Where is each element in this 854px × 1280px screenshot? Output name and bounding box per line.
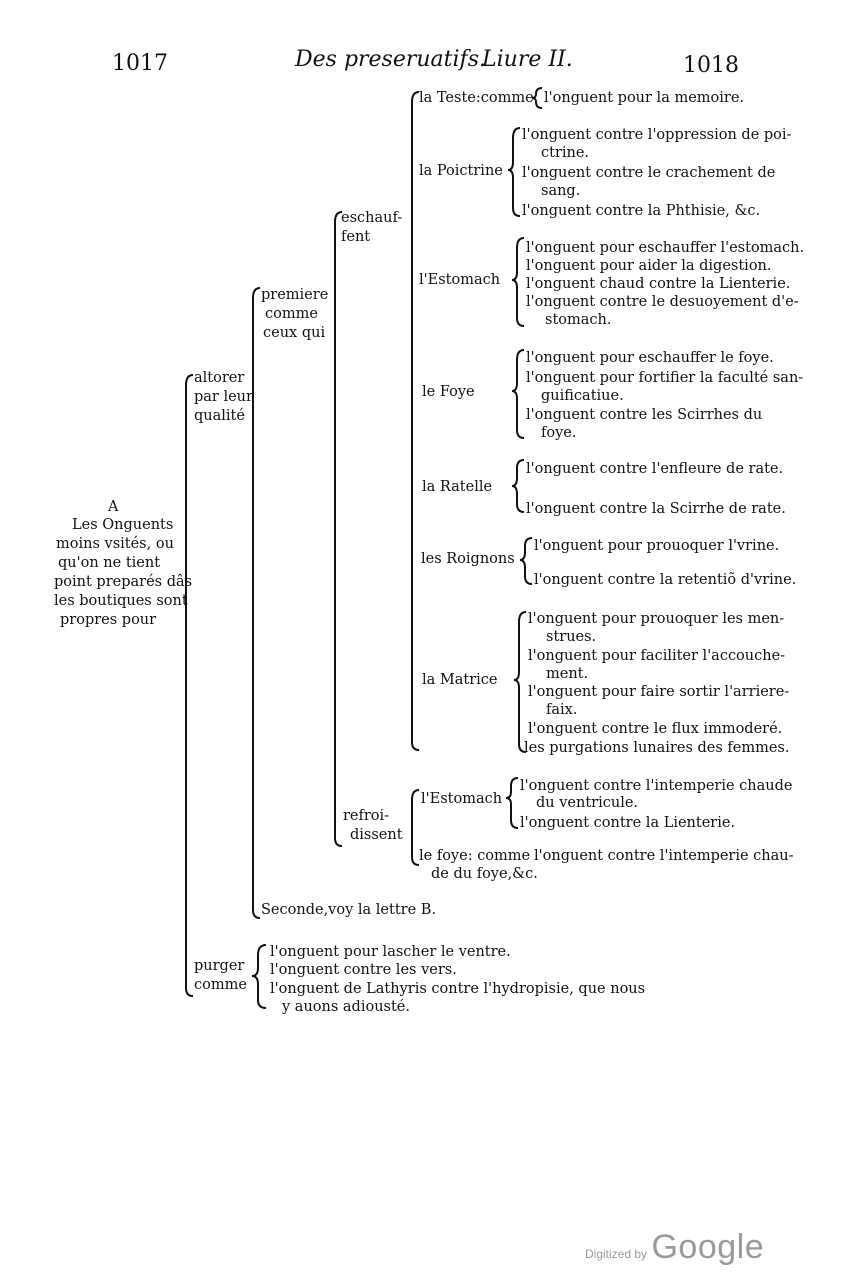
organ-foye: le Foye [422,384,475,400]
remedy-line: l'onguent contre l'intemperie chaude [520,778,793,794]
organ-estomach-froid: l'Estomach [421,791,503,807]
organ-poictrine: la Poictrine [419,163,503,179]
digitized-watermark [585,1228,764,1267]
refroidissent-label: refroi- [343,808,390,824]
remedy-line: guificatiue. [541,388,624,404]
root-line: les boutiques sont [54,593,188,609]
running-title: Des preseruatifs. [295,47,486,72]
bracket-altorer [253,288,260,918]
remedy-line: l'onguent contre l'oppression de poi- [522,127,792,143]
brace-ratelle [512,460,524,512]
remedy-line: ment. [546,666,589,682]
root-line: moins vsités, ou [56,536,174,552]
altorer-label: par leur [194,389,253,405]
remedy-line: l'onguent pour eschauffer l'estomach. [526,240,805,256]
organ-roignons: les Roignons [421,551,515,567]
remedy-line: du ventricule. [536,795,639,811]
root-line: qu'on ne tient [58,555,161,571]
brace-poictrine [508,128,520,216]
organ-teste: la Teste:comme [419,90,534,106]
remedy-line: strues. [546,629,597,645]
remedy-line: l'onguent de Lathyris contre l'hydropisie, que nous [270,981,646,997]
organ-ratelle: la Ratelle [422,479,493,495]
watermark-prefix: Digitized by [585,1247,648,1261]
bracket-eschauffent [412,92,419,750]
premiere-label: comme [265,306,318,322]
brace-estomach-froid [506,778,518,828]
remedy-line: l'onguent pour lascher le ventre. [270,944,511,960]
bracket-refroidissent [412,790,419,865]
remedy-line: l'onguent pour prouoquer l'vrine. [534,538,780,554]
remedy-line: l'onguent pour faire sortir l'arriere- [528,684,790,700]
brace-purger [252,945,266,1008]
remedy-line: ctrine. [541,145,590,161]
remedy-line: y auons adiousté. [282,999,410,1015]
seconde-label: Seconde,voy la lettre B. [261,902,437,918]
organ-foye-froid: le foye: comme [419,848,531,864]
purger-label: purger [194,958,245,974]
remedy-line: sang. [541,183,581,199]
remedy-line: l'onguent pour aider la digestion. [526,258,772,274]
root-line: point preparés dâs [54,574,193,590]
remedy-line: faix. [546,702,578,718]
remedy-line: l'onguent pour eschauffer le foye. [526,350,774,366]
bracket-root [186,375,193,996]
bracket-premiere [335,212,342,846]
brace-estomach [512,238,524,326]
altorer-label: qualité [194,408,245,424]
remedy-line: l'onguent contre le flux immoderé. [528,721,783,737]
premiere-label: ceux qui [263,325,326,341]
remedy-line: l'onguent contre la Lienterie. [520,815,736,831]
remedy-line: stomach. [545,312,612,328]
brace-matrice [514,612,526,752]
remedy-line: l'onguent contre l'intemperie chau- [534,848,794,864]
refroidissent-label: dissent [350,827,403,843]
remedy-line: l'onguent pour la memoire. [544,90,745,106]
purger-label: comme [194,977,247,993]
root-line: propres pour [60,612,157,628]
remedy-line: de du foye,&c. [431,866,538,882]
eschauffent-label: fent [341,229,371,245]
organ-estomach: l'Estomach [419,272,501,288]
premiere-label: premiere [261,287,329,303]
organ-matrice: la Matrice [422,672,498,688]
brace-foye [512,350,524,438]
remedy-line: l'onguent contre la Scirrhe de rate. [526,501,786,517]
remedy-line: l'onguent contre la retentiõ d'vrine. [534,572,797,588]
remedy-line: l'onguent pour prouoquer les men- [528,611,785,627]
remedy-line: l'onguent chaud contre la Lienterie. [526,276,791,292]
remedy-line: les purgations lunaires des femmes. [524,740,790,756]
remedy-line: foye. [541,425,577,441]
brace-roignons [520,538,532,584]
remedy-line: l'onguent contre les Scirrhes du [526,407,763,423]
google-logo: Google [651,1228,765,1266]
remedy-line: l'onguent contre le desuoyement d'e- [526,294,799,310]
remedy-line: l'onguent contre les vers. [270,962,457,978]
remedy-line: l'onguent contre la Phthisie, &c. [522,203,761,219]
root-letter: A [108,499,119,515]
altorer-label: altorer [194,370,245,386]
remedy-line: l'onguent pour faciliter l'accouche- [528,648,786,664]
eschauffent-label: eschauf- [341,210,403,226]
remedy-line: l'onguent pour fortifier la faculté san- [526,370,804,386]
remedy-line: l'onguent contre le crachement de [522,165,776,181]
root-line: Les Onguents [72,517,174,533]
page-number-left: 1017 [112,51,168,76]
book-label: Liure II. [482,47,573,72]
remedy-line: l'onguent contre l'enfleure de rate. [526,461,784,477]
page-number-right: 1018 [683,53,739,78]
